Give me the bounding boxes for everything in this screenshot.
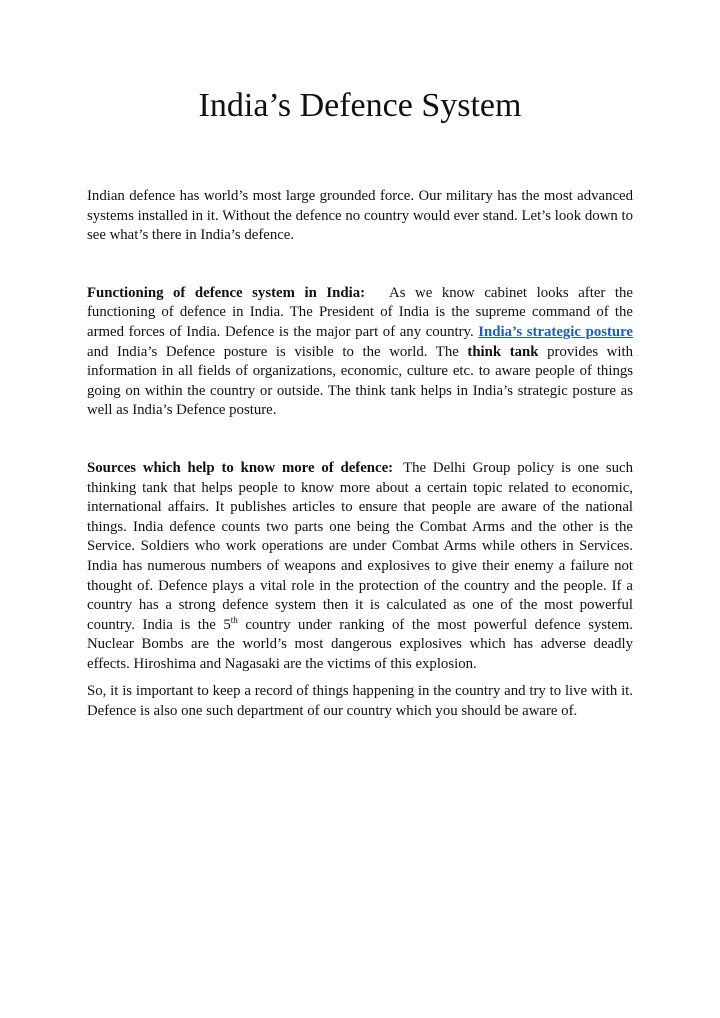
- ordinal-superscript: th: [230, 614, 238, 625]
- section-functioning-heading: Functioning of defence system in India:: [87, 284, 366, 301]
- section-functioning-text-a: As we know cabinet looks after the functioning of defence in India. The President of India is the supreme command of the armed forces of India. Defence is the major part of any country.: [87, 284, 633, 340]
- page-title: India’s Defence System: [198, 87, 522, 124]
- section-sources-paragraph: [87, 459, 633, 675]
- closing-paragraph: So, it is important to keep a record of things happening in the country and try to live with it. Defence is also one such department of our country which you should be aware of.: [87, 683, 633, 720]
- strategic-posture-link[interactable]: India’s strategic posture: [478, 323, 634, 340]
- section-functioning-paragraph: [87, 284, 633, 421]
- section-functioning-text-b: and India’s Defence posture is visible to the world. The: [87, 343, 468, 360]
- section-sources-text-a: The Delhi Group policy is one such thinking tank that helps people to know more about a certain topic related to economic, international affairs. It publishes articles to ensure that people are aware of the national things. India defence counts two parts one being the Combat Arms and the other is the Service. Soldiers who work operations are under Combat Arms while others in Services. India has numerous numbers of weapons and explosives to give their enemy a failure not thought of. Defence plays a vital role in the protection of the country and the people. If a country has a strong defence system then it is calculated as one of the most powerful country. India is the 5: [87, 459, 633, 633]
- section-sources-heading: Sources which help to know more of defence:: [87, 459, 394, 476]
- section-sources-text-b: country under ranking of the most powerful defence system. Nuclear Bombs are the world’s most dangerous explosives which has adverse deadly effects. Hiroshima and Nagasaki are the victims of this explosion.: [87, 616, 633, 672]
- think-tank-bold: think tank: [467, 343, 539, 360]
- intro-paragraph: Indian defence has world’s most large grounded force. Our military has the most advanced systems installed in it. Without the defence no country would ever stand. Let’s look down to see what’s there in India’s defence.: [87, 188, 633, 244]
- document-body: [87, 187, 633, 722]
- section-functioning-text-c: provides with information in all fields of organizations, economic, culture etc. to aware people of things going on within the country or outside. The think tank helps in India’s strategic posture as well as India’s Defence posture.: [87, 343, 633, 419]
